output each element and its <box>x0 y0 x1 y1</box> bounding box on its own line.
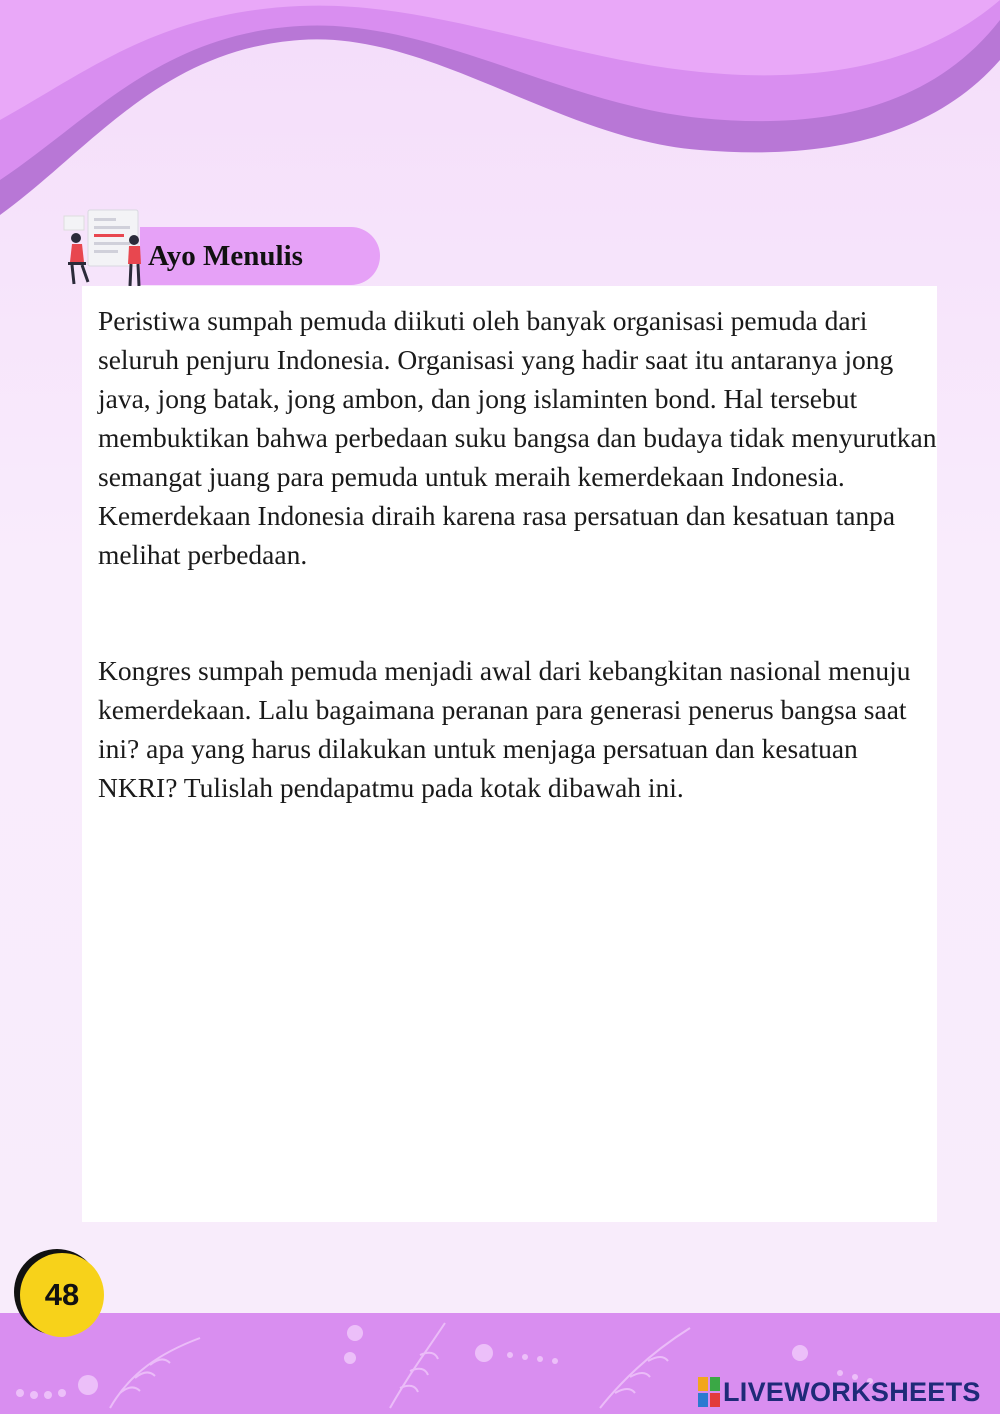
brand-text: LIVEWORKSHEETS <box>723 1376 981 1407</box>
page-number-badge <box>14 1249 104 1339</box>
liveworksheets-logo-icon <box>698 1377 720 1407</box>
page-number: 48 <box>44 1277 80 1312</box>
badge-disc <box>20 1253 104 1337</box>
liveworksheets-brand[interactable] <box>698 1374 981 1410</box>
writing-people-illustration <box>62 208 154 288</box>
section-title: Ayo Menulis <box>148 240 303 272</box>
paragraph-intro: Peristiwa sumpah pemuda diikuti oleh banyak organisasi pemuda dari seluruh penjuru Indonesia. Organisasi yang hadir saat itu antaranya jong java, jong batak, jong ambon, dan jong islaminten bond. Hal tersebut membuktikan bahwa perbedaan suku bangsa dan budaya tidak menyurutkan semangat juang para pemuda untuk meraih kemerdekaan Indonesia. Kemerdekaan Indonesia diraih karena rasa persatuan dan kesatuan tanpa melihat perbedaan. <box>98 305 937 570</box>
section-header <box>62 208 382 288</box>
paragraph-prompt: Kongres sumpah pemuda menjadi awal dari kebangkitan nasional menuju kemerdekaan. Lalu bagaimana peranan para generasi penerus bangsa saat ini? apa yang harus dilakukan untuk menjaga persatuan dan kesatuan NKRI? Tulislah pendapatmu pada kotak dibawah ini. <box>98 655 911 803</box>
